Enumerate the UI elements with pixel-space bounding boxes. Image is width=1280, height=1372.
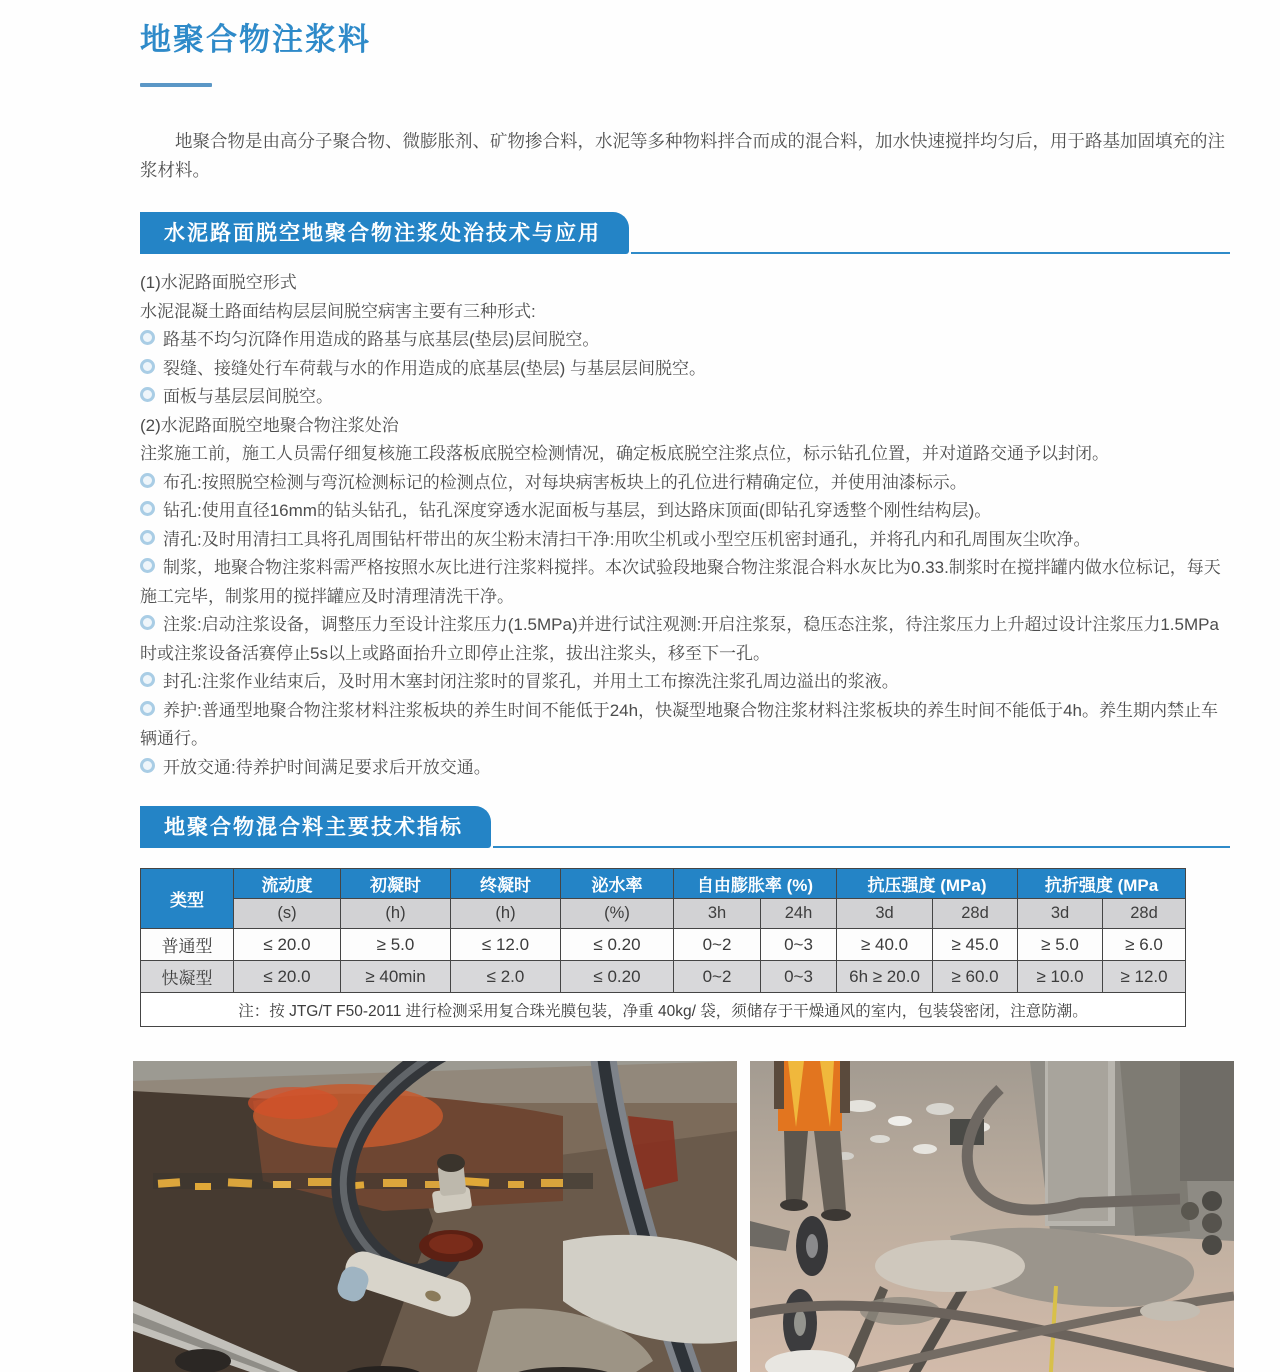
table-note-text: 注：按 JTG/T F50-2011 进行检测采用复合珠光膜包装，净重 40kg/ 袋，须储存于干燥通风的室内，包装袋密闭，注意防潮。 (141, 993, 1186, 1027)
text-line: 水泥混凝土路面结构层层间脱空病害主要有三种形式: (140, 301, 536, 321)
table-cell: ≥ 40.0 (837, 929, 933, 961)
slurry-puddle (875, 1240, 1025, 1292)
row-label: 普通型 (141, 929, 234, 961)
page-title: 地聚合物注浆料 (140, 22, 371, 57)
bullet-line: 布孔:按照脱空检测与弯沉检测标记的检测点位，对每块病害板块上的孔位进行精确定位，并使用油漆标示。 (140, 469, 1230, 498)
col-header-compressive: 抗压强度 (MPa) (837, 869, 1018, 899)
col-header-fluidity: 流动度 (234, 869, 341, 899)
bullet-line: 清孔:及时用清扫工具将孔周围钻杆带出的灰尘粉末清扫干净:用吹尘机或小型空压机密封通孔，并将孔内和孔周围灰尘吹净。 (140, 526, 1230, 555)
ring-bullet-icon (140, 501, 155, 516)
ring-bullet-icon (140, 387, 155, 402)
table-header-row-1 (141, 869, 1186, 899)
table-cell: ≤ 20.0 (234, 929, 341, 961)
photo-grouting-port-art (133, 1061, 737, 1372)
ring-bullet-icon (140, 758, 155, 773)
text-line: (2)水泥路面脱空地聚合物注浆处治 (140, 415, 399, 435)
bullet-line: 开放交通:待养护时间满足要求后开放交通。 (140, 754, 1230, 783)
ring-bullet-icon (140, 672, 155, 687)
unit-header: 3d (837, 899, 933, 929)
unit-header: 28d (1103, 899, 1186, 929)
unit-header: (h) (341, 899, 451, 929)
unit-header: 3d (1018, 899, 1103, 929)
section-banner-specs (140, 806, 1230, 848)
text-line: (1)水泥路面脱空形式 (140, 273, 297, 292)
col-header-type: 类型 (141, 869, 234, 929)
table-cell: 0~3 (761, 961, 837, 993)
bullet-line: 制浆，地聚合物注浆料需严格按照水灰比进行注浆料搅拌。本次试验段地聚合物注浆混合料水灰比为0.33.制浆时在搅拌罐内做水位标记，每天施工完毕，制浆用的搅拌罐应及时清理清洗干净。 (140, 558, 1221, 606)
ring-bullet-icon (140, 530, 155, 545)
bullet-line: 钻孔:使用直径16mm的钻头钻孔，钻孔深度穿透水泥面板与基层，到达路床顶面(即钻孔穿透整个刚性结构层)。 (140, 497, 1230, 526)
photo-grouting-port (133, 1061, 737, 1372)
row-label: 快凝型 (141, 961, 234, 993)
photo-grouting-site-art (750, 1061, 1234, 1372)
col-header-flexural: 抗折强度 (MPa (1018, 869, 1186, 899)
intro-paragraph: 地聚合物是由高分子聚合物、微膨胀剂、矿物掺合料，水泥等多种物料拌合而成的混合料，加水快速搅拌均匀后，用于路基加固填充的注浆材料。 (140, 131, 1225, 180)
table-note-row (141, 993, 1186, 1027)
col-header-bleeding: 泌水率 (561, 869, 674, 899)
table-cell: ≥ 6.0 (1103, 929, 1186, 961)
unit-header: 24h (761, 899, 837, 929)
table-cell: ≤ 0.20 (561, 961, 674, 993)
table-cell: 0~3 (761, 929, 837, 961)
table-cell: ≥ 5.0 (1018, 929, 1103, 961)
ring-bullet-icon (140, 473, 155, 488)
table-cell: 0~2 (674, 929, 761, 961)
ring-bullet-icon (140, 615, 155, 630)
col-header-expansion: 自由膨胀率 (%) (674, 869, 837, 899)
text-line: 注浆施工前，施工人员需仔细复核施工段落板底脱空检测情况，确定板底脱空注浆点位，标示钻孔位置，并对道路交通予以封闭。 (140, 444, 1109, 463)
table-cell: ≥ 45.0 (933, 929, 1018, 961)
ring-bullet-icon (140, 701, 155, 716)
ring-bullet-icon (140, 359, 155, 374)
photo-row (133, 1061, 1280, 1372)
ring-bullet-icon (140, 330, 155, 345)
unit-header: (%) (561, 899, 674, 929)
table-row-ordinary-type (141, 929, 1186, 961)
banner-tail-rule (631, 252, 1230, 254)
table-cell: ≤ 20.0 (234, 961, 341, 993)
ring-bullet-icon (140, 558, 155, 573)
section-heading-specs: 地聚合物混合料主要技术指标 (140, 806, 491, 848)
bullet-line: 面板与基层层间脱空。 (140, 383, 1230, 412)
table-header-row-2 (141, 899, 1186, 929)
banner-tail-rule (493, 846, 1230, 848)
bullet-line: 路基不均匀沉降作用造成的路基与底基层(垫层)层间脱空。 (140, 326, 1230, 355)
table-cell: ≤ 12.0 (451, 929, 561, 961)
unit-header: (h) (451, 899, 561, 929)
table-row-rapid-set-type (141, 961, 1186, 993)
bullet-line: 养护:普通型地聚合物注浆材料注浆板块的养生时间不能低于24h，快凝型地聚合物注浆材料注浆板块的养生时间不能低于4h。养生期内禁止车辆通行。 (140, 700, 1218, 748)
table-cell: ≥ 40min (341, 961, 451, 993)
col-header-final-set: 终凝时 (451, 869, 561, 899)
section-heading-process: 水泥路面脱空地聚合物注浆处治技术与应用 (140, 212, 629, 254)
table-cell: ≥ 5.0 (341, 929, 451, 961)
process-text-block (140, 269, 1230, 782)
unit-header: 3h (674, 899, 761, 929)
unit-header: 28d (933, 899, 1018, 929)
table-cell: ≥ 60.0 (933, 961, 1018, 993)
unit-header: (s) (234, 899, 341, 929)
bullet-line: 封孔:注浆作业结束后，及时用木塞封闭注浆时的冒浆孔，并用土工布擦洗注浆孔周边溢出的浆液。 (140, 668, 1230, 697)
spec-table (140, 868, 1186, 1027)
table-cell: ≤ 2.0 (451, 961, 561, 993)
photo-grouting-site (750, 1061, 1234, 1372)
table-cell: 0~2 (674, 961, 761, 993)
bullet-line: 注浆:启动注浆设备，调整压力至设计注浆压力(1.5MPa)并进行试注观测:开启注浆泵，稳压态注浆，待注浆压力上升超过设计注浆压力1.5MPa时或注浆设备活赛停止5s以上或路面抬升立即停止注浆，拔出注浆头，移至下一孔。 (140, 615, 1219, 663)
title-underline-rule (140, 83, 212, 87)
table-cell: ≥ 12.0 (1103, 961, 1186, 993)
section-banner-process (140, 212, 1230, 254)
table-cell: 6h ≥ 20.0 (837, 961, 933, 993)
col-header-initial-set: 初凝时 (341, 869, 451, 899)
table-cell: ≤ 0.20 (561, 929, 674, 961)
table-cell: ≥ 10.0 (1018, 961, 1103, 993)
bullet-line: 裂缝、接缝处行车荷载与水的作用造成的底基层(垫层) 与基层层间脱空。 (140, 355, 1230, 384)
